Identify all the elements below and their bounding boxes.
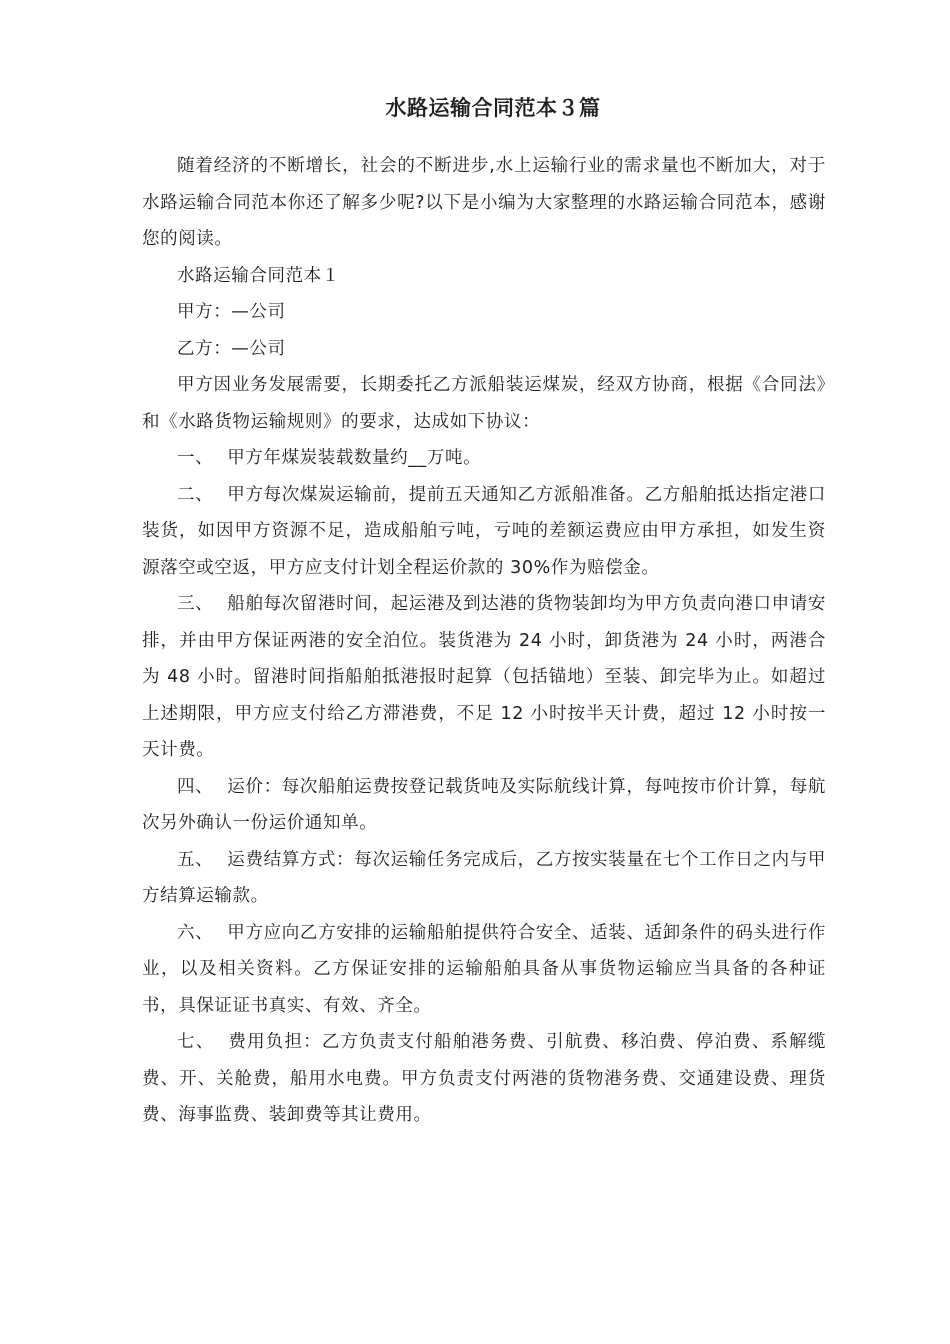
clause-2 bbox=[142, 477, 826, 587]
clause-text: 甲方年煤炭装载数量约__万吨。 bbox=[227, 448, 482, 468]
clause-number: 六、 bbox=[177, 922, 214, 943]
party-b: 乙方：—公司 bbox=[177, 338, 286, 359]
section-heading: 水路运输合同范本１ bbox=[177, 265, 340, 286]
clause-text: 甲方每次煤炭运输前，提前五天通知乙方派船准备。乙方船舶抵达指定港口装货，如因甲方资源不足，造成船舶亏吨，亏吨的差额运费应由甲方承担，如发生资源落空或空返，甲方应支付计划全程运价款的 30%作为赔偿金。 bbox=[142, 484, 826, 578]
intro-paragraph: 随着经济的不断增长，社会的不断进步,水上运输行业的需求量也不断加大，对于水路运输合同范本你还了解多少呢?以下是小编为大家整理的水路运输合同范本，感谢您的阅读。 bbox=[142, 156, 826, 249]
document-title: 水路运输合同范本３篇 bbox=[385, 96, 601, 120]
clause-6 bbox=[142, 915, 826, 1025]
clause-1 bbox=[142, 440, 826, 477]
clause-text: 船舶每次留港时间，起运港及到达港的货物装卸均为甲方负责向港口申请安排，并由甲方保证两港的安全泊位。装货港为 24 小时，卸货港为 24 小时，两港合为 48 小时。留港时间指船舶抵港报时起算（包括锚地）至装、卸完毕为止。如超过上述期限，甲方应支付给乙方滞港费，不足 12 小时按半天计费，超过 12 小时按一天计费。 bbox=[142, 594, 826, 760]
clause-text: 运价：每次船舶运费按登记载货吨及实际航线计算，每吨按市价计算，每航次另外确认一份运价通知单。 bbox=[142, 776, 826, 833]
clause-number: 四、 bbox=[177, 776, 214, 797]
clause-text: 费用负担：乙方负责支付船舶港务费、引航费、移泊费、停泊费、系解缆费、开、关舱费，船用水电费。甲方负责支付两港的货物港务费、交通建设费、理货费、海事监费、装卸费等其让费用。 bbox=[142, 1032, 826, 1125]
clause-7 bbox=[142, 1024, 826, 1134]
clause-number: 五、 bbox=[177, 849, 214, 870]
clause-4 bbox=[142, 769, 826, 842]
clause-number: 一、 bbox=[177, 448, 214, 468]
clause-number: 七、 bbox=[177, 1032, 215, 1052]
clause-5 bbox=[142, 842, 826, 915]
clause-text: 甲方应向乙方安排的运输船舶提供符合安全、适装、适卸条件的码头进行作业，以及相关资料。乙方保证安排的运输船舶具备从事货物运输应当具备的各种证书，具保证证书真实、有效、齐全。 bbox=[142, 922, 826, 1016]
preamble-paragraph: 甲方因业务发展需要，长期委托乙方派船装运煤炭，经双方协商，根据《合同法》和《水路货物运输规则》的要求，达成如下协议： bbox=[142, 375, 826, 432]
clause-number: 三、 bbox=[177, 594, 214, 614]
party-a: 甲方：—公司 bbox=[177, 302, 286, 322]
clause-text: 运费结算方式：每次运输任务完成后，乙方按实装量在七个工作日之内与甲方结算运输款。 bbox=[142, 849, 826, 906]
clause-number: 二、 bbox=[177, 484, 214, 505]
clause-3 bbox=[142, 586, 826, 769]
